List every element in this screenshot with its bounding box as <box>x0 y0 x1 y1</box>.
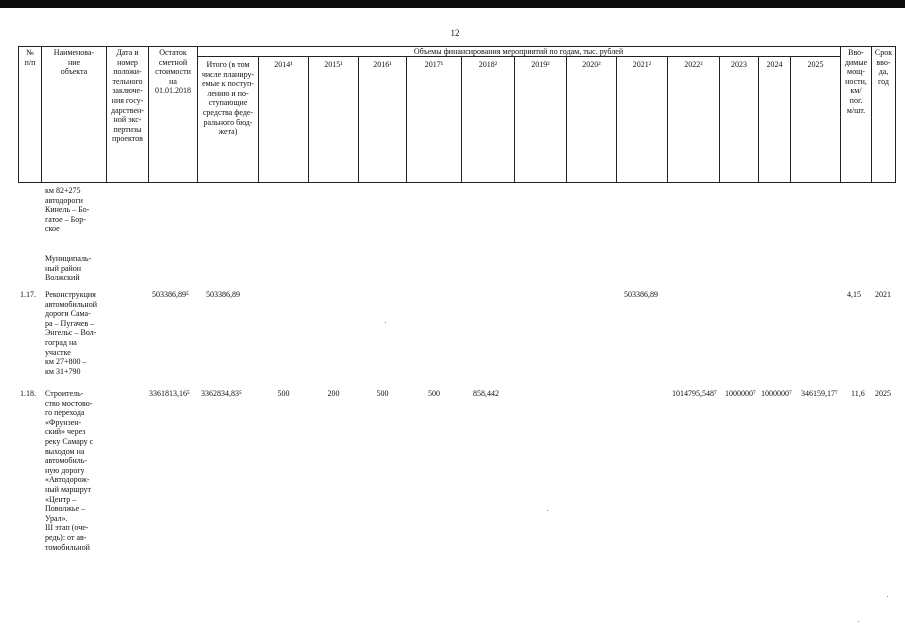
col-line <box>308 56 309 183</box>
header-year-2016: 2016¹ <box>373 60 392 69</box>
header-total: Итого (в том числе планиру- емые к поступ- лению и по- ступающие средства феде- рального бюд- жета) <box>201 60 255 137</box>
header-year-2017: 2017¹ <box>424 60 444 69</box>
col-line <box>616 56 617 183</box>
row-118-y2024: 1000000⁷ <box>761 389 792 398</box>
row-118-capacity: 11,6 <box>851 389 865 398</box>
header-balance: Остаток сметной стоимости на 01.01.2018 <box>155 48 191 96</box>
col-line <box>358 56 359 183</box>
header-year-2024: 2024 <box>766 60 783 69</box>
row-117-term: 2021 <box>875 290 891 299</box>
header-funding-group: Объемы финансирования мероприятий по годам, тыс. рублей <box>413 47 624 56</box>
header-year-2019: 2019² <box>531 60 550 69</box>
row-118-name: Строитель- ство мостово- го перехода «Фрунзен- ский» через реку Самару с выходом на автомобиль- ную дорогу «Автодорож- ный маршрут «Центр – Поволжье – Урал». III этап (оче- редь): от ав- томобильной <box>45 389 94 552</box>
header-year-2018: 2018² <box>478 60 498 69</box>
row-118-y2018: 858,442 <box>473 389 499 398</box>
row-118-y2022: 1014795,548⁷ <box>672 389 717 398</box>
col-line <box>514 56 515 183</box>
row-118-y2017: 500 <box>428 389 440 398</box>
header-year-2025: 2025 <box>807 60 824 69</box>
header-year-2021: 2021² <box>632 60 652 69</box>
col-line <box>719 56 720 183</box>
row-118-y2015: 200 <box>327 389 340 398</box>
header-year-2020: 2020² <box>582 60 601 69</box>
header-year-2023: 2023 <box>731 60 747 69</box>
header-expertise-date: Дата и номер положи- тельного заключе- ния госу- дарствен- ной экс- пертизы проектов <box>111 48 144 144</box>
row-117-num: 1.17. <box>20 290 36 299</box>
header-year-2015: 2015¹ <box>324 60 343 69</box>
col-line <box>406 56 407 183</box>
row-118-term: 2025 <box>875 389 891 398</box>
row-118-y2023: 1000000⁷ <box>725 389 756 398</box>
header-term: Срок вво- да, год <box>874 48 893 86</box>
col-line <box>667 56 668 183</box>
row-117-total: 503386,89 <box>206 290 240 299</box>
col-line <box>790 56 791 183</box>
header-name: Наименова- ние объекта <box>53 48 95 77</box>
col-line <box>461 56 462 183</box>
col-line <box>566 56 567 183</box>
scan-speck <box>887 596 888 597</box>
row-117-name: Реконструкция автомобильной дороги Сама- ра – Пугачев – Энгельс – Вол- гоград на участке км 27+800 – км 31+790 <box>45 290 97 376</box>
scan-speck <box>547 510 548 511</box>
district-label: Муниципаль- ный район Волжский <box>45 254 92 283</box>
row-118-y2014: 500 <box>277 389 290 398</box>
row-117-balance: 503386,89⁵ <box>152 290 189 299</box>
row-117-y2021: 503386,89 <box>624 290 658 299</box>
row-117-capacity: 4,15 <box>847 290 861 299</box>
header-num: № п/п <box>24 48 36 67</box>
row-118-y2025: 346159,17⁷ <box>801 389 838 398</box>
scan-speck <box>858 621 859 622</box>
row-118-y2016: 500 <box>376 389 389 398</box>
row-118-balance: 3361813,16⁵ <box>149 389 190 398</box>
scan-speck <box>385 322 386 323</box>
continued-object-name: км 82+275 автодороги Кинель – Бо- гатое – Бор- ское <box>45 186 90 234</box>
col-line <box>758 56 759 183</box>
row-118-num: 1.18. <box>20 389 36 398</box>
row-118-total: 3362834,83⁵ <box>201 389 242 398</box>
header-bottom-line <box>18 182 896 183</box>
page-number: 12 <box>450 28 460 38</box>
scan-top-border <box>0 0 905 8</box>
header-year-2022: 2022² <box>684 60 703 69</box>
header-year-2014: 2014¹ <box>274 60 293 69</box>
header-capacity: Вво- димые мощ- ности, км/ пог. м/шт. <box>844 48 868 115</box>
